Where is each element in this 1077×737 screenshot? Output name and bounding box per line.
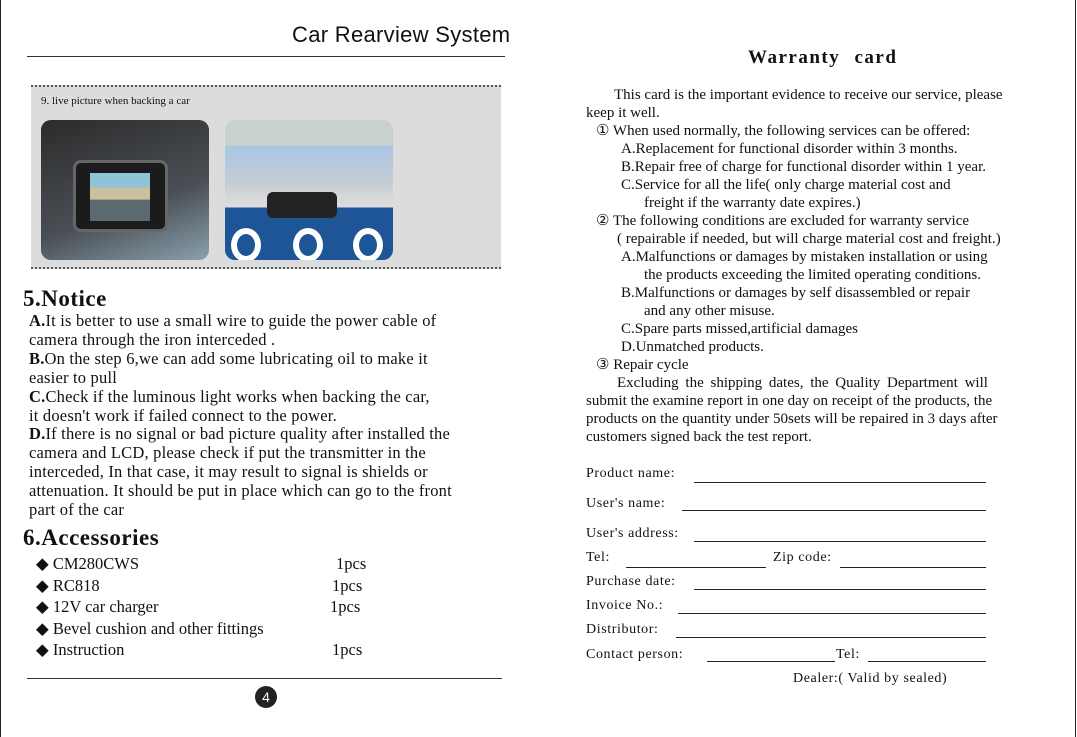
user-address-label: User's address: [586, 526, 679, 541]
contact-tel-field[interactable] [868, 661, 986, 662]
header-title: Car Rearview System [292, 22, 511, 47]
purchase-date-label: Purchase date: [586, 574, 676, 589]
warranty-line: A.Replacement for functional disorder within 3 months. [621, 141, 958, 157]
warranty-line: A.Malfunctions or damages by mistaken installation or using [621, 249, 988, 265]
warranty-line: submit the examine report in one day on receipt of the products, the [586, 393, 993, 409]
tel-label: Tel: [586, 550, 610, 565]
warranty-line: C.Spare parts missed,artificial damages [621, 321, 859, 337]
warranty-line: Excluding the shipping dates, the Quality Department will [617, 375, 988, 391]
accessory-item: ◆ Instruction 1pcs [36, 640, 363, 659]
accessory-item: ◆ RC818 1pcs [36, 575, 363, 595]
distributor-label: Distributor: [586, 622, 659, 637]
warranty-line: ① When used normally, the following services can be offered: [596, 123, 971, 139]
notice-list [29, 312, 509, 520]
user-address-field[interactable] [694, 541, 986, 542]
invoice-no-label: Invoice No.: [586, 598, 664, 613]
warranty-line: and any other misuse. [644, 303, 775, 319]
warranty-line: ② The following conditions are excluded for warranty service [596, 213, 970, 229]
invoice-no-field[interactable] [678, 613, 986, 614]
warranty-line: keep it well. [586, 105, 660, 121]
tel-field[interactable] [626, 567, 766, 568]
product-name-field[interactable] [694, 482, 986, 483]
warranty-line: C.Service for all the life( only charge material cost and [621, 177, 951, 193]
warranty-text [586, 86, 1056, 446]
camera-photo [225, 120, 393, 260]
header-rule [27, 56, 505, 57]
figure-box [31, 85, 501, 269]
accessory-item: ◆ CM280CWS 1pcs [36, 554, 367, 573]
warranty-line: products on the quantity under 50sets will be repaired in 3 days after [586, 411, 998, 427]
warranty-line: ( repairable if needed, but will charge material cost and freight.) [617, 231, 1001, 247]
warranty-line: freight if the warranty date expires.) [644, 195, 861, 211]
dealer-seal-label: Dealer:( Valid by sealed) [793, 671, 948, 686]
notice-item-d: D.If there is no signal or bad picture quality after installed the camera and LCD, please check if put the transmitter in the interceded, In that case, it may result to signal is shields or attenuation. It should be put in place which can go to the front part of the car [29, 424, 452, 520]
accessories-list [36, 553, 396, 661]
warranty-line: B.Malfunctions or damages by self disassembled or repair [621, 285, 971, 301]
notice-item-b: B.On the step 6,we can add some lubricating oil to make it easier to pull [29, 348, 428, 387]
user-name-label: User's name: [586, 496, 666, 511]
page-edge-left [0, 0, 1, 737]
warranty-line: D.Unmatched products. [621, 339, 764, 355]
contact-tel-label: Tel: [836, 647, 860, 662]
warranty-title: Warranty card [748, 47, 898, 68]
zip-code-label: Zip code: [773, 550, 832, 565]
contact-person-label: Contact person: [586, 647, 684, 662]
footer-rule [27, 678, 502, 679]
accessories-heading: 6.Accessories [23, 525, 160, 550]
page-edge-right [1075, 0, 1076, 737]
page-number: 4 [255, 686, 277, 708]
contact-person-field[interactable] [707, 661, 835, 662]
purchase-date-field[interactable] [694, 589, 986, 590]
warranty-line: customers signed back the test report. [586, 429, 812, 445]
accessory-item: ◆ Bevel cushion and other fittings [36, 618, 264, 638]
warranty-line: ③ Repair cycle [596, 357, 689, 373]
notice-heading: 5.Notice [23, 286, 107, 311]
warranty-line: B.Repair free of charge for functional disorder within 1 year. [621, 159, 987, 175]
notice-item-a: A.It is better to use a small wire to guide the power cable of camera through the iron interceded . [29, 311, 437, 349]
warranty-line: This card is the important evidence to receive our service, please [614, 87, 1003, 103]
notice-item-c: C.Check if the luminous light works when backing the car, it doesn't work if failed connect to the power. [29, 386, 430, 425]
zip-code-field[interactable] [840, 567, 986, 568]
user-name-field[interactable] [682, 510, 986, 511]
warranty-line: the products exceeding the limited operating conditions. [644, 267, 981, 283]
product-name-label: Product name: [586, 466, 676, 481]
distributor-field[interactable] [676, 637, 986, 638]
accessory-item: ◆ 12V car charger 1pcs [36, 597, 361, 616]
figure-caption: 9. live picture when backing a car [41, 95, 190, 107]
monitor-photo [41, 120, 209, 260]
